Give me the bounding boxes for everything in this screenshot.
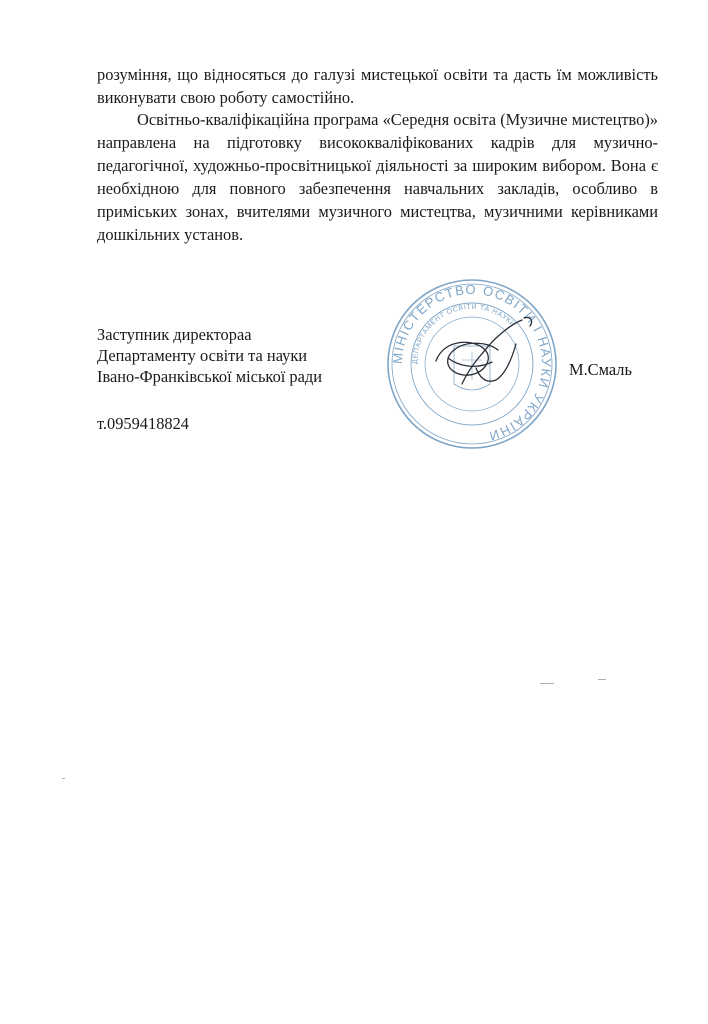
position-title-line-3: Івано-Франківської міської ради	[97, 367, 322, 386]
stamp-outer-text: МІНІСТЕРСТВО ОСВІТИ І НАУКИ УКРАЇНИ	[389, 281, 555, 445]
stamp-inner-text: ДЕПАРТАМЕНТ ОСВІТИ ТА НАУКИ	[411, 303, 517, 365]
scan-mark	[540, 683, 554, 684]
signer-name: М.Смаль	[569, 360, 632, 379]
position-title-line-2: Департаменту освіти та науки	[97, 346, 308, 365]
scan-mark	[598, 679, 606, 680]
signature-block	[97, 324, 397, 387]
body-paragraph-2: Освітньо-кваліфікаційна програма «Середня освіта (Музичне мистецтво)» направлена на підготовку висококваліфікованих кадрів для музично-педагогічної, художньо-просвітницької діяльності за широким вибором. Вона є необхідною для повного забезпечення навчальних закладів, особливо в приміських зонах, вчителями музичного мистецтва, музичними керівниками дошкільних установ.	[97, 110, 658, 244]
official-stamp	[384, 276, 560, 452]
phone-number: т.0959418824	[97, 414, 189, 433]
scan-mark	[62, 778, 65, 779]
position-title-line-1: Заступник директораа	[97, 325, 252, 344]
body-paragraph-1: розуміння, що відносяться до галузі мистецької освіти та дасть їм можливість виконувати свою роботу самостійно.	[97, 65, 658, 107]
